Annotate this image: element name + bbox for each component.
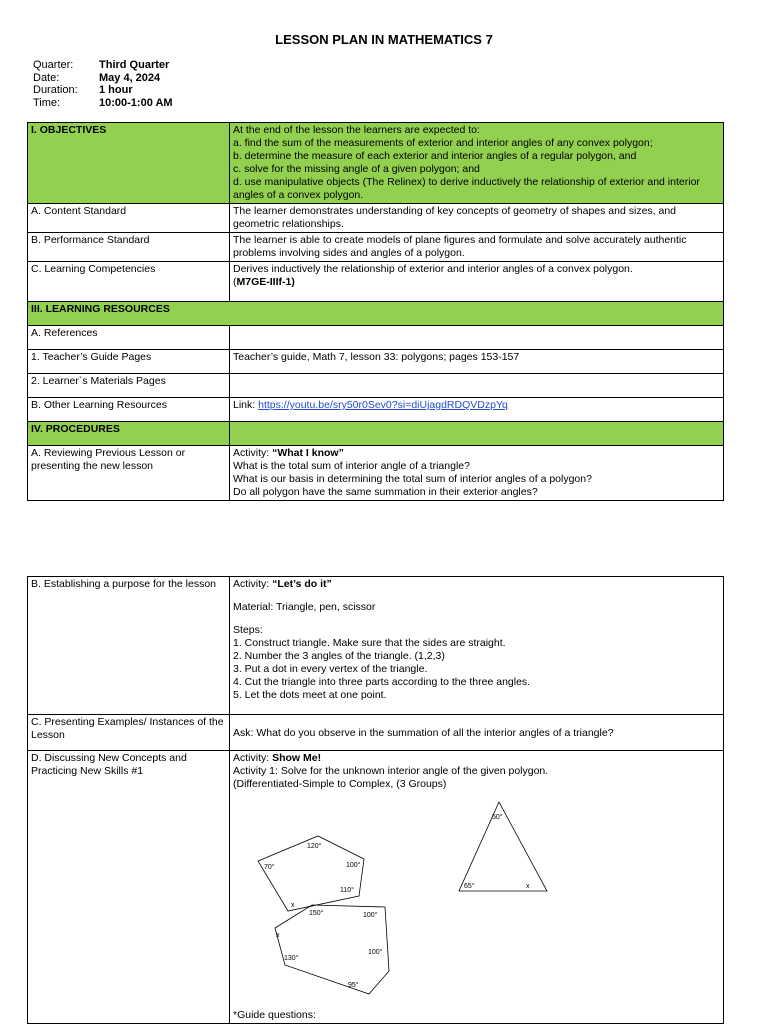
procedure-a-row — [28, 446, 724, 501]
hexagon-angle-label: 150° — [309, 910, 324, 917]
lesson-plan-table-2 — [27, 576, 724, 1024]
meta-date — [33, 72, 173, 85]
activity-name: Show Me! — [272, 752, 322, 764]
hexagon-figure — [275, 905, 389, 994]
triangle-angle-label: 50° — [492, 814, 503, 821]
references-value — [230, 326, 724, 350]
question: Do all polygon have the same summation in their exterior angles? — [233, 486, 538, 498]
activity-prefix: Activity: — [233, 578, 273, 590]
steps-title: Steps: — [233, 624, 263, 636]
procedure-b-label: B. Establishing a purpose for the lesson — [28, 577, 230, 715]
procedures-value — [230, 422, 724, 446]
learners-materials-value — [230, 374, 724, 398]
youtube-link[interactable]: https://youtu.be/sry50r0Sev0?si=diUjagdRDQVDzpYq — [258, 399, 508, 411]
question: What is the total sum of interior angle of a triangle? — [233, 460, 470, 472]
procedures-row — [28, 422, 724, 446]
pentagon-figure — [258, 836, 364, 911]
activity-prefix: Activity: — [233, 752, 273, 764]
resources-row — [28, 302, 724, 326]
polygon-figures — [233, 791, 720, 1009]
pentagon-angle-label: 70° — [264, 864, 275, 871]
meta-quarter — [33, 59, 173, 72]
performance-standard-label: B. Performance Standard — [28, 233, 230, 262]
pentagon-angle-label: 110° — [340, 887, 354, 894]
content-standard-row — [28, 204, 724, 233]
procedure-c-text: Ask: What do you observe in the summation of all the interior angles of a triangle? — [230, 715, 724, 751]
pentagon-angle-label: 100° — [346, 862, 361, 869]
step-item: 1. Construct triangle. Make sure that the sides are straight. — [233, 637, 506, 649]
procedure-d-content — [230, 751, 724, 1024]
meta-key: Date: — [33, 71, 60, 84]
procedure-a-label: A. Reviewing Previous Lesson or presenting the new lesson — [28, 446, 230, 501]
teachers-guide-label: 1. Teacher’s Guide Pages — [28, 350, 230, 374]
competencies-text: Derives inductively the relationship of exterior and interior angles of a convex polygon. — [233, 263, 633, 275]
objectives-intro: At the end of the lesson the learners are expected to: — [233, 124, 480, 136]
meta-value: May 4, 2024 — [99, 71, 161, 84]
procedure-b-content — [230, 577, 724, 715]
meta-value: 1 hour — [99, 84, 133, 96]
step-item: 2. Number the 3 angles of the triangle. (1,2,3) — [233, 650, 445, 662]
hexagon-angle-label: 100° — [363, 912, 378, 919]
procedure-a-activity — [233, 447, 720, 460]
procedure-b-row — [28, 577, 724, 715]
procedure-d-line1: Activity 1: Solve for the unknown interior angle of the given polygon. — [233, 765, 549, 777]
meta-key: Time: — [33, 96, 61, 109]
competencies-label: C. Learning Competencies — [28, 262, 230, 302]
hexagon-angle-label: 100° — [368, 949, 383, 956]
objectives-label: I. OBJECTIVES — [28, 123, 230, 204]
procedures-label: IV. PROCEDURES — [28, 422, 230, 446]
procedure-b-activity — [233, 578, 720, 591]
content-standard-text: The learner demonstrates understanding of key concepts of geometry of shapes and sizes, and geometric relationships. — [230, 204, 724, 233]
triangle-angle-label: x — [526, 883, 530, 890]
activity-prefix: Activity: — [233, 447, 273, 459]
objective-item: c. solve for the missing angle of a given polygon; and — [233, 163, 480, 175]
activity-name: “Let’s do it” — [272, 578, 332, 590]
meta-key: Quarter: — [33, 59, 74, 71]
objective-item: b. determine the measure of each exterior and interior angles of a regular polygon, and — [233, 150, 637, 162]
learners-materials-label: 2. Learner`s Materials Pages — [28, 374, 230, 398]
references-row — [28, 326, 724, 350]
competencies-code-open: ( — [233, 276, 237, 288]
objectives-content — [230, 123, 724, 204]
triangle-shape — [459, 802, 547, 891]
page-title: LESSON PLAN IN MATHEMATICS 7 — [275, 32, 493, 47]
objective-item: a. find the sum of the measurements of exterior and interior angles of any convex polygon; — [233, 137, 653, 149]
procedure-c-row — [28, 715, 724, 751]
procedure-a-content — [230, 446, 724, 501]
meta-duration — [33, 84, 173, 97]
objective-item: d. use manipulative objects (The Relinex) to derive inductively the relationship of exterior and interior angles of a convex polygon. — [233, 176, 700, 201]
question: What is our basis in determining the total sum of interior angles of a polygon? — [233, 473, 592, 485]
lesson-plan-table-1 — [27, 122, 724, 501]
procedure-c-label: C. Presenting Examples/ Instances of the Lesson — [28, 715, 230, 751]
learners-materials-row — [28, 374, 724, 398]
content-standard-label: A. Content Standard — [28, 204, 230, 233]
procedure-d-activity — [233, 752, 720, 765]
step-item: 4. Cut the triangle into three parts according to the three angles. — [233, 676, 531, 688]
hexagon-angle-label: 95° — [348, 982, 359, 989]
procedure-b-material: Material: Triangle, pen, scissor — [233, 601, 376, 613]
performance-standard-row — [28, 233, 724, 262]
lesson-meta — [33, 59, 173, 109]
meta-value: Third Quarter — [99, 59, 170, 71]
triangle-angle-label: 65° — [464, 883, 475, 890]
procedure-d-label: D. Discussing New Concepts and Practicing New Skills #1 — [28, 751, 230, 1024]
competencies-content — [230, 262, 724, 302]
meta-value: 10:00-1:00 AM — [99, 96, 173, 109]
references-label: A. References — [28, 326, 230, 350]
competencies-row — [28, 262, 724, 302]
guide-questions: *Guide questions: — [233, 1009, 316, 1021]
other-resources-content — [230, 398, 724, 422]
teachers-guide-text: Teacher’s guide, Math 7, lesson 33: polygons; pages 153-157 — [230, 350, 724, 374]
pentagon-angle-label: x — [291, 902, 295, 909]
other-resources-row — [28, 398, 724, 422]
polygon-figures-svg — [233, 791, 723, 1009]
resources-label: III. LEARNING RESOURCES — [28, 302, 724, 326]
procedure-d-row — [28, 751, 724, 1024]
competency-code: M7GE-IIIf-1) — [236, 276, 295, 288]
step-item: 3. Put a dot in every vertex of the triangle. — [233, 663, 428, 675]
objectives-row — [28, 123, 724, 204]
other-resources-label: B. Other Learning Resources — [28, 398, 230, 422]
meta-time — [33, 97, 173, 110]
step-item: 5. Let the dots meet at one point. — [233, 689, 387, 701]
performance-standard-text: The learner is able to create models of plane figures and formulate and solve accurately authentic problems involving sides and angles of a polygon. — [230, 233, 724, 262]
triangle-figure — [459, 802, 547, 891]
activity-name: “What I know” — [272, 447, 344, 459]
teachers-guide-row — [28, 350, 724, 374]
meta-key: Duration: — [33, 84, 78, 96]
hexagon-angle-label: x — [276, 932, 280, 939]
procedure-d-line2: (Differentiated-Simple to Complex, (3 Groups) — [233, 778, 447, 790]
link-prefix: Link: — [233, 399, 259, 411]
hexagon-angle-label: 130° — [284, 955, 299, 962]
pentagon-angle-label: 120° — [307, 843, 322, 850]
